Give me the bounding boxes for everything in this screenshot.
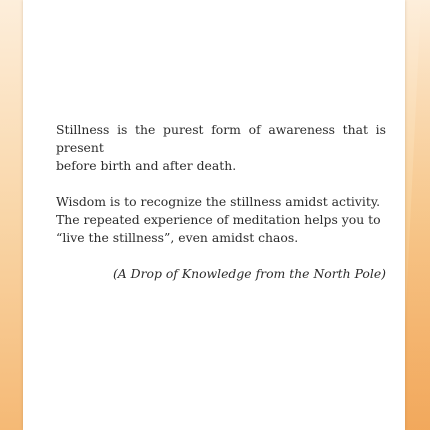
page-sheet bbox=[23, 0, 405, 430]
paragraph-wisdom bbox=[56, 193, 386, 247]
paragraph-line: Wisdom is to recognize the stillness amidst activity. bbox=[56, 194, 381, 209]
paragraph-line: Stillness is the purest form of awareness that is present bbox=[56, 122, 386, 155]
paragraph-line: The repeated experience of meditation helps you to bbox=[56, 212, 381, 227]
paragraph-stillness bbox=[56, 121, 386, 175]
quote-source: (A Drop of Knowledge from the North Pole) bbox=[112, 266, 386, 281]
paragraph-line: “live the stillness”, even amidst chaos. bbox=[56, 230, 299, 245]
paragraph-line: before birth and after death. bbox=[56, 158, 237, 173]
quote-text-block bbox=[56, 121, 386, 283]
